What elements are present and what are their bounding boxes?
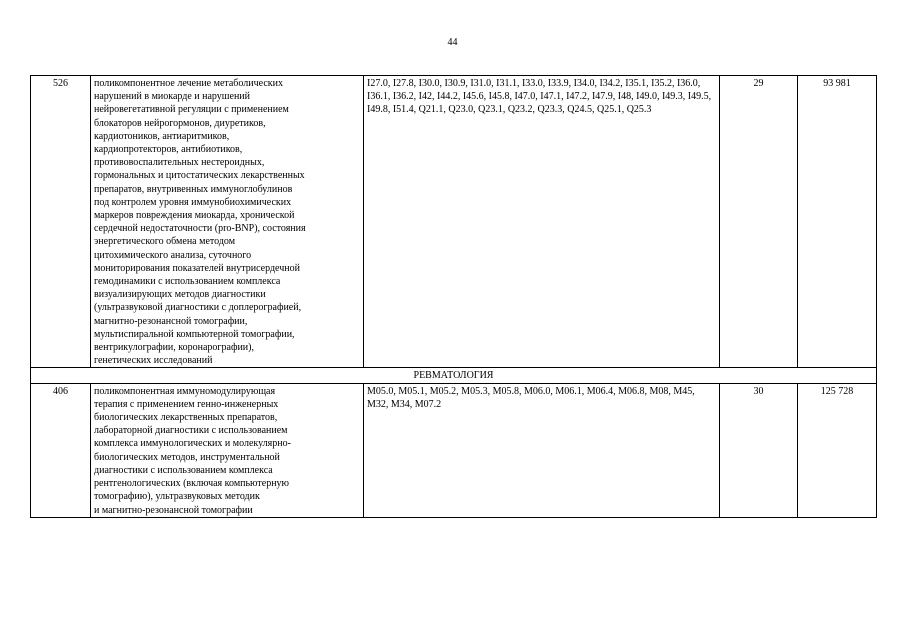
cost-cell: 125 728 [798,383,877,517]
patient-model-cell: 29 [720,76,798,368]
treatment-description-cell: поликомпонентное лечение метаболических нарушений в миокарде и нарушений нейровегетативной регуляции с применением блокаторов нейрогормонов, диуретиков, кардиотоников, антиаритмиков, кардиопротекторов, антибиотиков, противовоспалительных нестероидных, гормональных и цитостатических лекарственных препаратов, внутривенных иммуноглобулинов под контролем уровня иммунобиохимических маркеров повреждения миокарда, хронической сердечной недостаточности (pro-BNP), состояния энергетического обмена методом цитохимического анализа, суточного мониторирования показателей внутрисердечной гемодинамики с использованием комплекса визуализирующих методов диагностики (ультразвуковой диагностики с доплерографией, магнитно-резонансной томографии, мультиспиральной компьютерной томографии, вентрикулографии, коронарографии), генетических исследований [91,76,364,368]
table-row [31,76,877,368]
section-title: РЕВМАТОЛОГИЯ [31,368,877,383]
section-row [31,368,877,383]
group-number-cell: 526 [31,76,91,368]
group-number-cell: 406 [31,383,91,517]
table-row [31,383,877,517]
diagnosis-codes-cell: I27.0, I27.8, I30.0, I30.9, I31.0, I31.1, I33.0, I33.9, I34.0, I34.2, I35.1, I35.2, I36.0, I36.1, I36.2, I42, I44.2, I45.6, I45.8, I47.0, I47.1, I47.2, I47.9, I48, I49.0, I49.3, I49.5, I49.8, I51.4, Q21.1, Q23.0, Q23.1, Q23.2, Q23.3, Q24.5, Q25.1, Q25.3 [364,76,720,368]
treatment-description-cell: поликомпонентная иммуномодулирующая терапия с применением генно-инженерных биологических лекарственных препаратов, лабораторной диагностики с использованием комплекса иммунологических и молекулярно- биологических методов, инструментальной диагностики с использованием комплекса рентгенологических (включая компьютерную томографию), ультразвуковых методик и магнитно-резонансной томографии [91,383,364,517]
patient-model-cell: 30 [720,383,798,517]
services-table [30,75,877,518]
diagnosis-codes-cell: M05.0, M05.1, M05.2, M05.3, M05.8, M06.0, M06.1, M06.4, M06.8, M08, M45, M32, M34, M07.2 [364,383,720,517]
page-number: 44 [447,37,458,48]
cost-cell: 93 981 [798,76,877,368]
